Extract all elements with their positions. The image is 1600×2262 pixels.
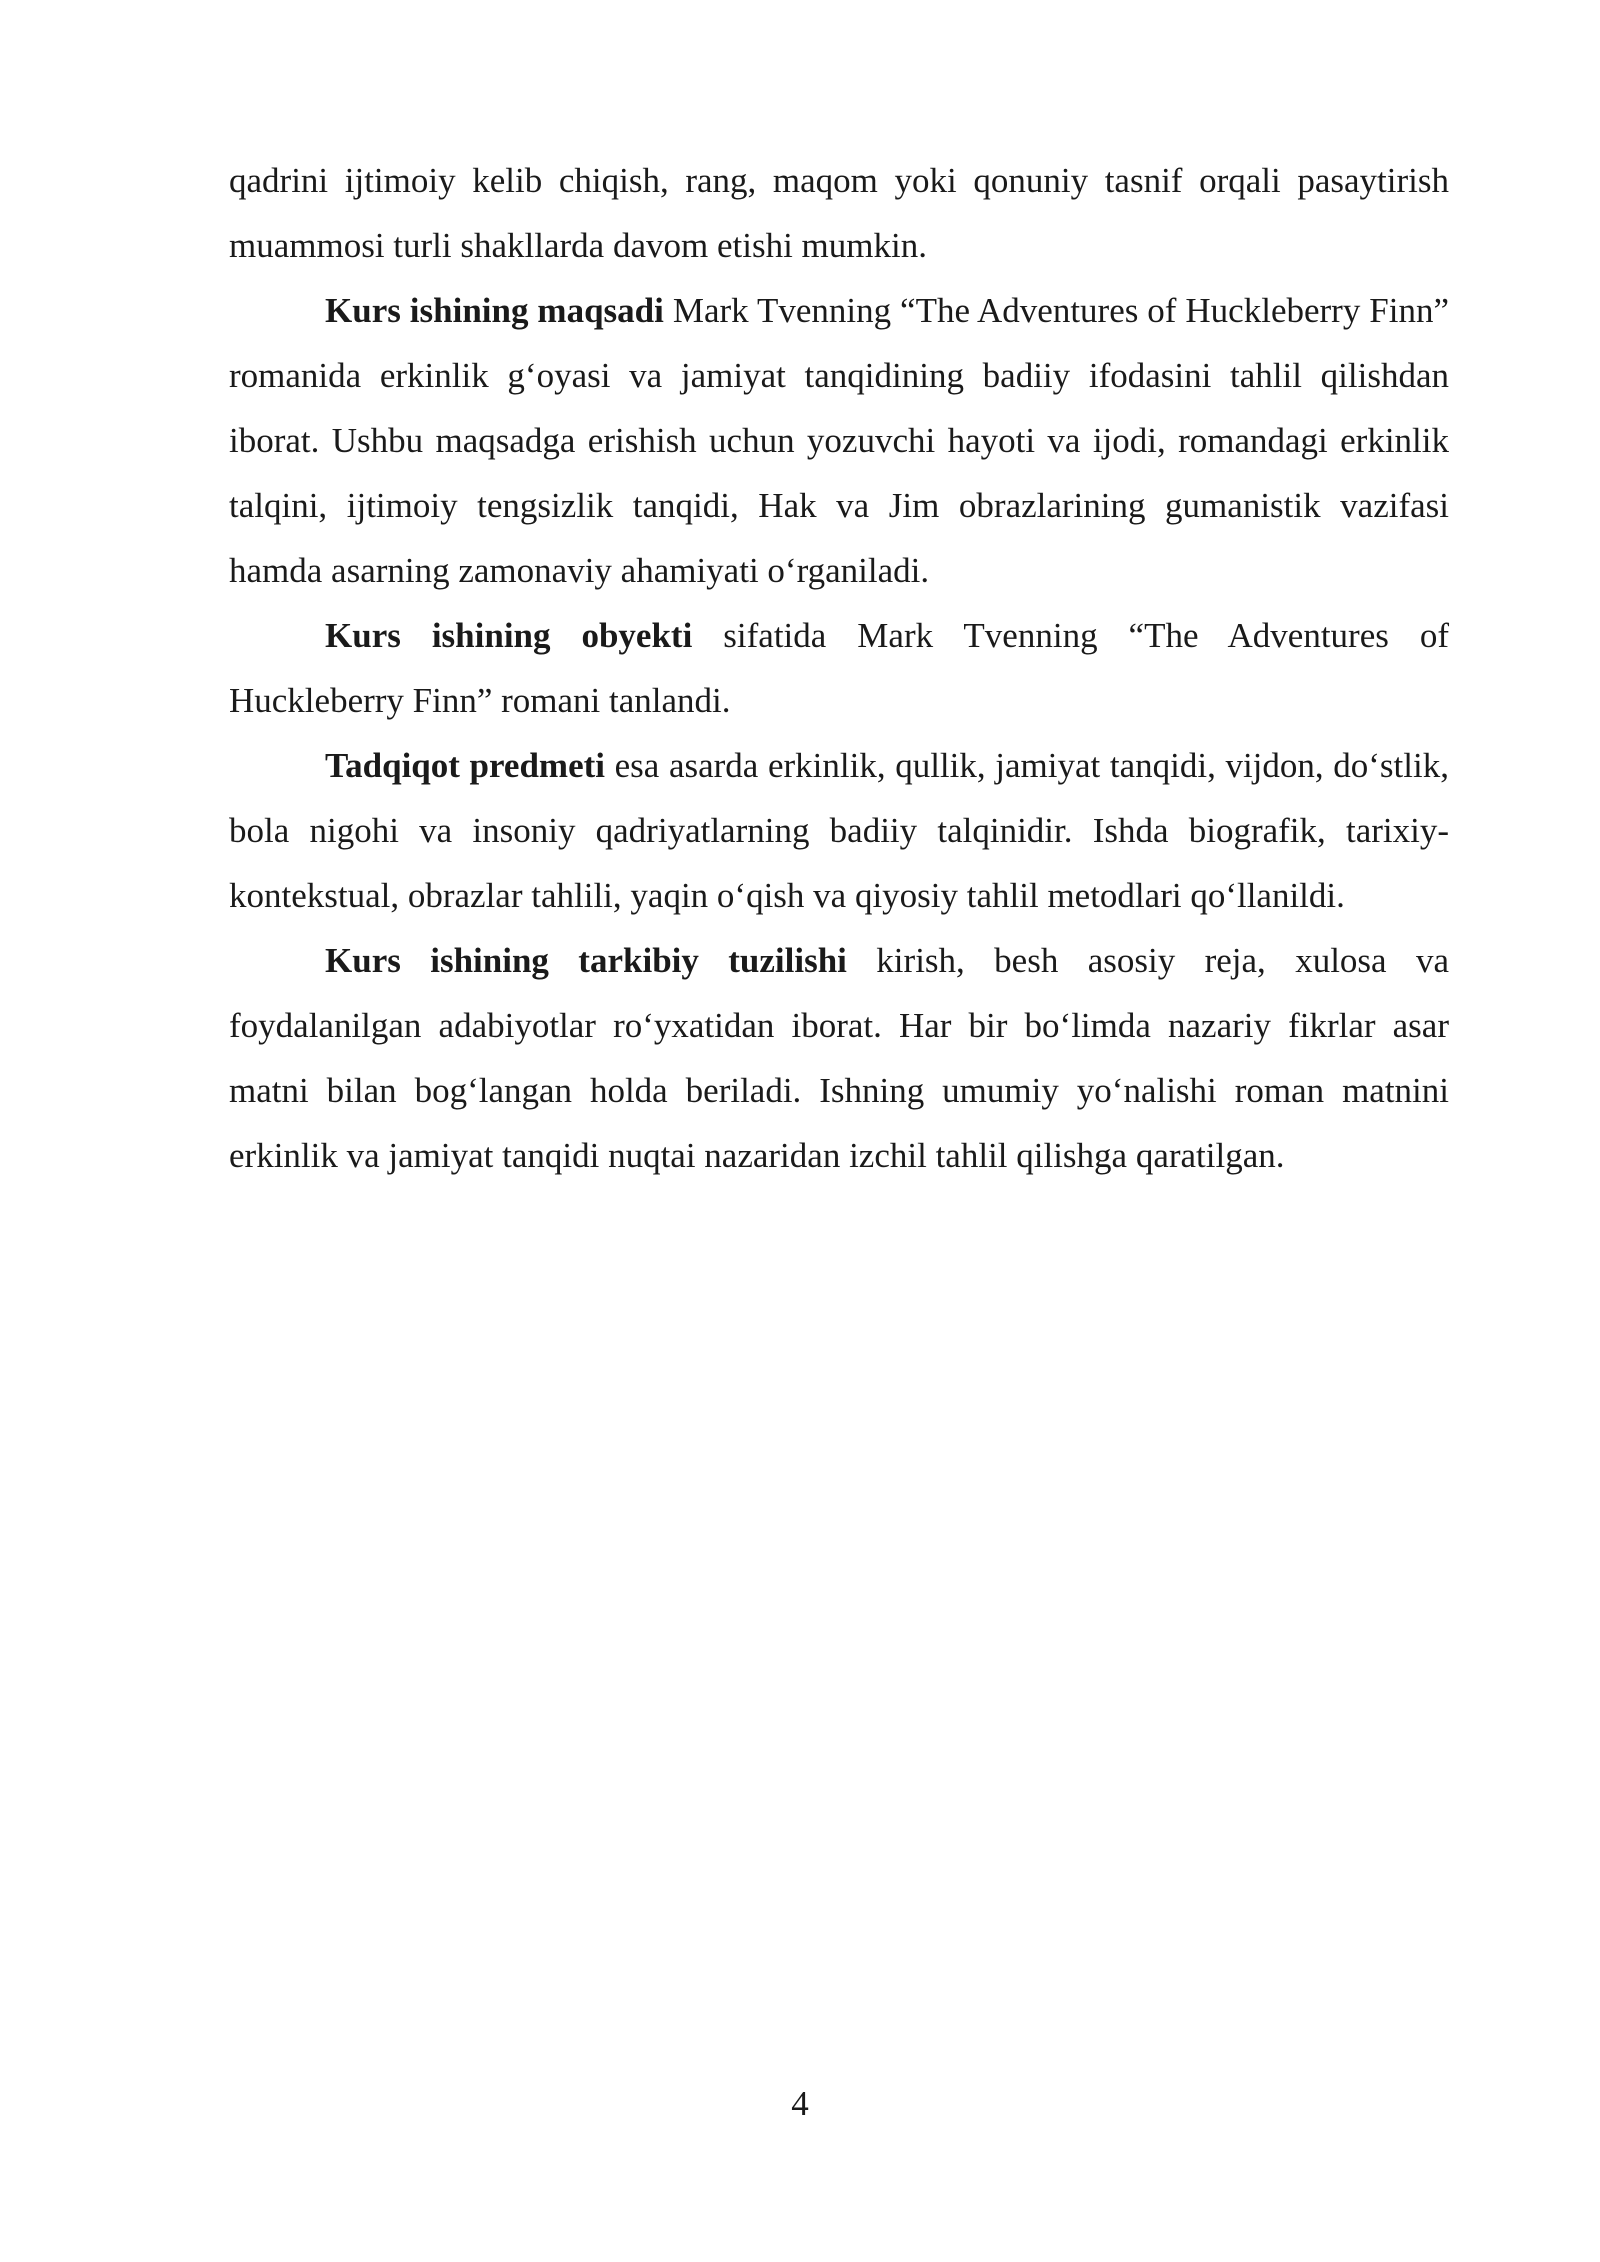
paragraph-subject: [229, 733, 1449, 928]
paragraph-aim: [229, 278, 1449, 603]
paragraph-lead-subject: Tadqiqot predmeti: [325, 746, 605, 785]
paragraph-text: sifatida Mark Tvenning “The Adventures of Huckleberry Finn” romani tanlandi.: [229, 616, 1449, 720]
body-text: [229, 148, 1449, 1188]
paragraph-text: esa asarda erkinlik, qullik, jamiyat tanqidi, vijdon, do‘stlik, bola nigohi va insoniy qadriyatlarning badiiy talqinidir. Ishda biografik, tarixiy-kontekstual, obrazlar tahlili, yaqin o‘qish va qiyosiy tahlil metodlari qo‘llanildi.: [229, 746, 1449, 915]
paragraph-lead-structure: Kurs ishining tarkibiy tuzilishi: [325, 941, 847, 980]
paragraph-structure: [229, 928, 1449, 1188]
paragraph-object: [229, 603, 1449, 733]
paragraph-lead-aim: Kurs ishining maqsadi: [325, 291, 664, 330]
paragraph-text: kirish, besh asosiy reja, xulosa va foydalanilgan adabiyotlar ro‘yxatidan iborat. Har bir bo‘limda nazariy fikrlar asar matni bilan bog‘langan holda beriladi. Ishning umumiy yo‘nalishi roman matnini erkinlik va jamiyat tanqidi nuqtai nazaridan izchil tahlil qilishga qaratilgan.: [229, 941, 1449, 1175]
paragraph-text: Mark Tvenning “The Adventures of Huckleberry Finn” romanida erkinlik g‘oyasi va jamiyat tanqidining badiiy ifodasini tahlil qilishdan iborat. Ushbu maqsadga erishish uchun yozuvchi hayoti va ijodi, romandagi erkinlik talqini, ijtimoiy tengsizlik tanqidi, Hak va Jim obrazlarining gumanistik vazifasi hamda asarning zamonaviy ahamiyati o‘rganiladi.: [229, 291, 1449, 590]
page-number: 4: [791, 2084, 809, 2123]
paragraph-text: qadrini ijtimoiy kelib chiqish, rang, maqom yoki qonuniy tasnif orqali pasaytirish muammosi turli shakllarda davom etishi mumkin.: [229, 161, 1449, 265]
paragraph-lead-object: Kurs ishining obyekti: [325, 616, 693, 655]
paragraph-continuation: [229, 148, 1449, 278]
